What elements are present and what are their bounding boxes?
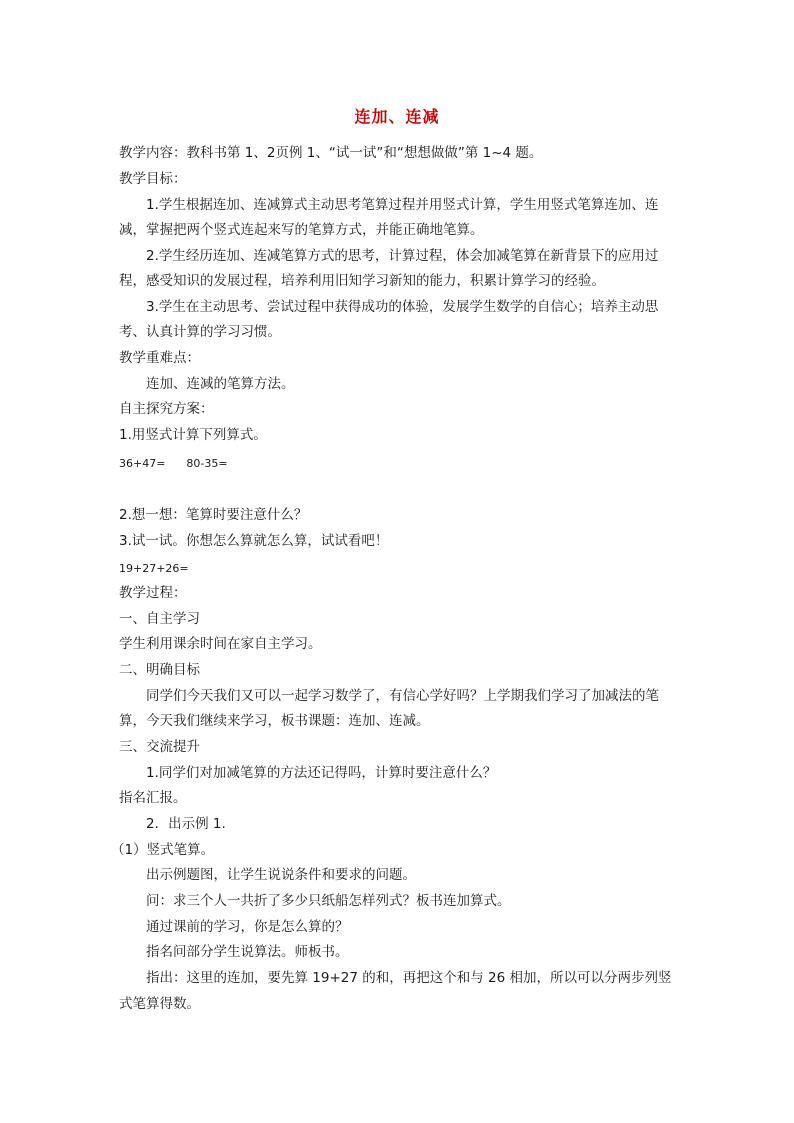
exploration-item-3-expression: 19+27+26= xyxy=(119,562,189,575)
section-heading-objectives: 教学目标： xyxy=(119,171,187,187)
objective-1-line-1: 1.学生根据连加、连减算式主动思考笔算过程并用竖式计算，学生用竖式笔算连加、连 xyxy=(146,197,659,213)
example-1-line-2: 问：求三个人一共折了多少只纸船怎样列式？板书连加算式。 xyxy=(146,893,511,909)
objective-2-line-1: 2.学生经历连加、连减笔算方式的思考，计算过程，体会加减笔算在新背景下的应用过 xyxy=(146,248,659,264)
objective-2-line-2: 程，感受知识的发展过程，培养利用旧知学习新知的能力，积累计算学习的经验。 xyxy=(119,273,605,289)
example-1-line-6: 式笔算得数。 xyxy=(119,996,200,1012)
key-points-text: 连加、连减的笔算方法。 xyxy=(146,376,295,392)
example-1-line-4: 指名问部分学生说算法。师板书。 xyxy=(146,944,349,960)
teaching-content-line: 教学内容：教科书第 1、2页例 1、“试一试”和“想想做做”第 1~4 题。 xyxy=(119,145,543,161)
page-title: 连加、连减 xyxy=(354,107,440,126)
process-step-3-heading: 三、交流提升 xyxy=(119,739,200,755)
example-1-line-3: 通过课前的学习，你是怎么算的？ xyxy=(146,919,349,935)
example-1-line-1: 出示例题图，让学生说说条件和要求的问题。 xyxy=(146,867,416,883)
process-step-2-heading: 二、明确目标 xyxy=(119,662,200,678)
exploration-item-1: 1.用竖式计算下列算式。 xyxy=(119,427,267,443)
section-heading-key-points: 教学重难点： xyxy=(119,350,200,366)
exploration-item-3: 3.试一试。你想怎么算就怎么算，试试看吧！ xyxy=(119,533,389,549)
section-heading-process: 教学过程： xyxy=(119,585,187,601)
example-1-subheading: （1）竖式笔算。 xyxy=(111,842,215,858)
exploration-item-2: 2.想一想：笔算时要注意什么？ xyxy=(119,507,308,523)
process-step-3-report: 指名汇报。 xyxy=(119,790,187,806)
section-heading-exploration: 自主探究方案： xyxy=(119,401,214,417)
example-1-heading: 2．出示例 1. xyxy=(146,816,226,832)
process-step-3-question: 1.同学们对加减笔算的方法还记得吗，计算时要注意什么？ xyxy=(146,765,497,781)
process-step-2-line-1: 同学们今天我们又可以一起学习数学了，有信心学好吗？上学期我们学习了加减法的笔 xyxy=(146,688,659,704)
objective-3-line-2: 考、认真计算的学习习惯。 xyxy=(119,324,281,340)
objective-1-line-2: 减，掌握把两个竖式连起来写的笔算方式，并能正确地笔算。 xyxy=(119,222,484,238)
process-step-1-heading: 一、自主学习 xyxy=(119,611,200,627)
exploration-item-1-expressions: 36+47= 80-35= xyxy=(119,457,228,470)
example-1-line-5: 指出：这里的连加，要先算 19+27 的和，再把这个和与 26 相加，所以可以分两步列竖 xyxy=(146,970,672,986)
objective-3-line-1: 3.学生在主动思考、尝试过程中获得成功的体验，发展学生数学的自信心；培养主动思 xyxy=(146,299,659,315)
process-step-2-line-2: 算，今天我们继续来学习，板书课题：连加、连减。 xyxy=(119,713,430,729)
process-step-1-text: 学生利用课余时间在家自主学习。 xyxy=(119,636,322,652)
